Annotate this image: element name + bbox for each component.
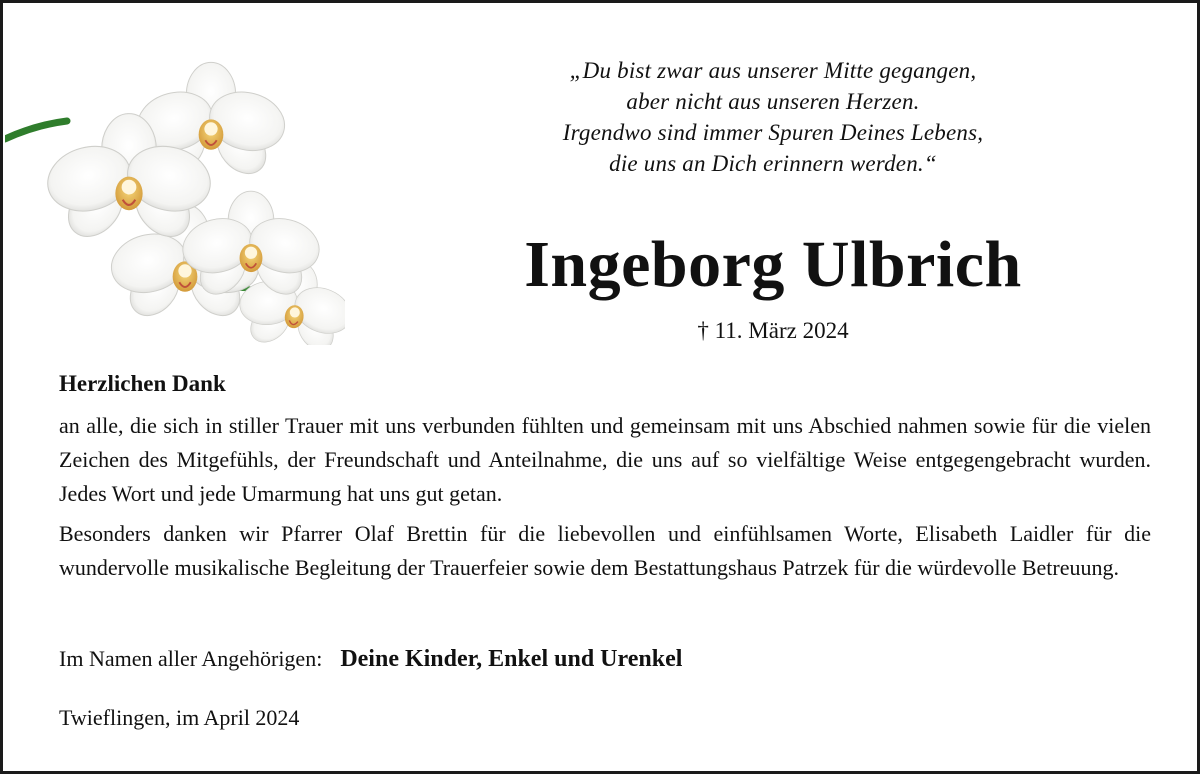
thanks-paragraph: an alle, die sich in stiller Trauer mit uns verbunden fühlten und gemeinsam mit uns Abschied nahmen sowie für die vielen Zeichen des Mitgefühls, der Freundschaft und Anteilnahme, die uns auf so vielfältige Weise entgegengebracht wurden. Jedes Wort und jede Umarmung hat uns gut getan.	[59, 413, 1151, 506]
special-thanks-paragraph: Besonders danken wir Pfarrer Olaf Brettin für die liebevollen und einfühlsamen Worte, Elisabeth Laidler für die wundervolle musikalische Begleitung der Trauerfeier sowie dem Bestattungshaus Patrzek für die würdevolle Betreuung.	[59, 521, 1151, 580]
signature-line	[59, 643, 682, 675]
orchid-icon	[5, 39, 345, 345]
death-date: † 11. März 2024	[697, 318, 849, 343]
deceased-name: Ingeborg Ulbrich	[524, 228, 1022, 301]
place-date: Twieflingen, im April 2024	[59, 705, 300, 730]
signature-prefix: Im Namen aller Angehörigen:	[59, 646, 323, 671]
quote-line: die uns an Dich erinnern werden.“	[609, 151, 937, 176]
thanks-heading: Herzlichen Dank	[59, 371, 226, 396]
memorial-quote	[473, 55, 1073, 179]
quote-line: aber nicht aus unseren Herzen.	[626, 89, 920, 114]
signature-family: Deine Kinder, Enkel und Urenkel	[340, 646, 683, 672]
quote-line: „Du bist zwar aus unserer Mitte gegangen,	[569, 58, 977, 83]
quote-line: Irgendwo sind immer Spuren Deines Lebens,	[562, 120, 984, 145]
